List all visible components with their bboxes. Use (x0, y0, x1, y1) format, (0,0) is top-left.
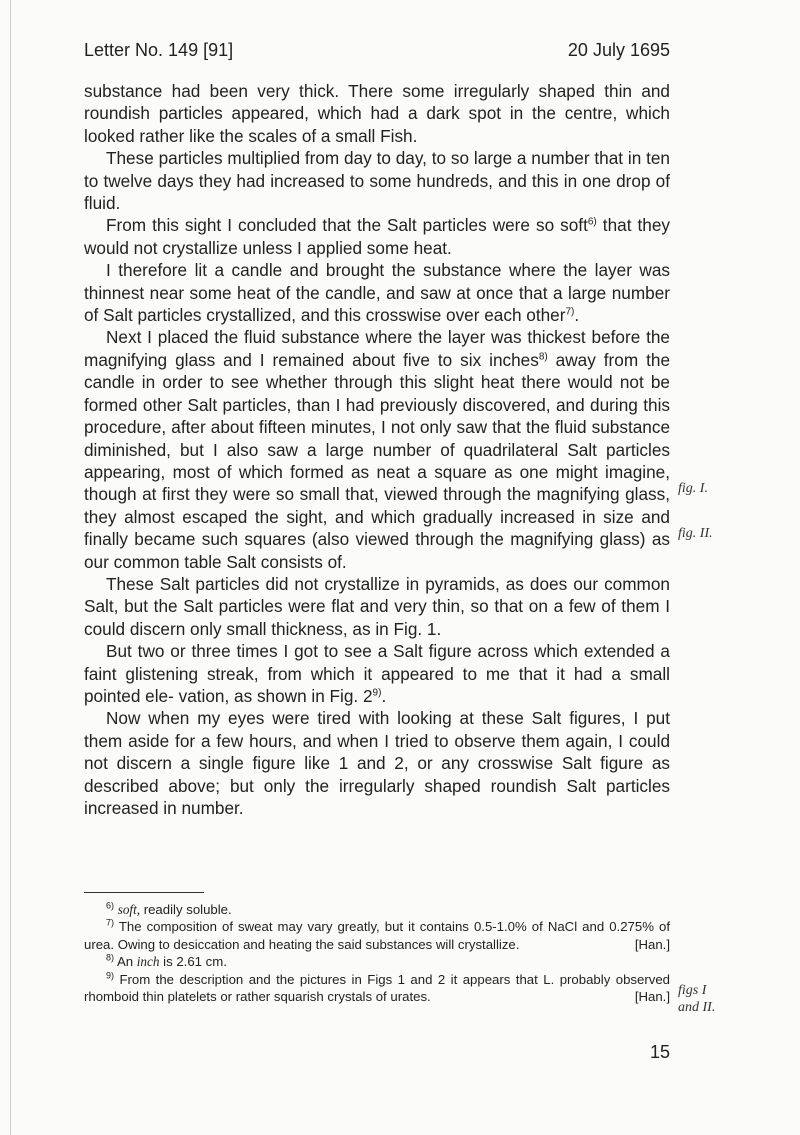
footnote-reference: 6) (587, 216, 597, 228)
paragraph-text: that they would not crystallize unless I applied some heat. (84, 215, 670, 258)
header-date: 20 July 1695 (567, 40, 670, 60)
footnote-7: $^{7)}$ The composition of sweat may vary greatly, but it contains 0.5-1.0% of NaCl and 0.275% of urea. Owing to desiccation and heating the said substances will crystallize. [Han.] (84, 918, 670, 952)
paragraph (84, 214, 670, 259)
page-number: 15 (649, 1042, 670, 1062)
paragraph (84, 707, 670, 819)
footnote-margin-note (678, 982, 715, 1016)
paragraph (84, 640, 670, 707)
running-header (84, 40, 670, 61)
footnote-reference: 8) (538, 351, 548, 363)
paragraph-text: . (574, 305, 580, 326)
paragraph-text: Next I placed the fluid substance where the layer was thickest before the magnifying glass and I remained about five to six inches (84, 327, 670, 370)
paragraph-text: Now when my eyes were tired with looking at these Salt figures, I put them aside for a few hours, and when I tried to observe them again, I could not discern a single figure like 1 and 2, or any crosswise Salt figure as described above; but only the irregularly shaped roundish Salt particles increased in number. (84, 708, 670, 818)
paragraph-text: away from the candle in order to see whether through this slight heat there would not be formed other Salt particles, than I had previously discovered, and during this procedure, after about fifteen minutes, I not only saw that the fluid substance diminished, but I also saw a large number of quadrilateral Salt particles appearing, most of which formed as neat a square as one might imagine, though at first they were so small that, viewed through the magnifying glass, they almost escaped the sight, and which gradually increased in size and finally became such squares (also viewed through the magnifying glass) as our common table Salt consists of. (84, 349, 671, 572)
paragraph (84, 326, 670, 572)
paragraph (84, 147, 670, 214)
margin-note-fig-2: fig. II. (678, 526, 713, 541)
paragraph-text: But two or three times I got to see a Salt figure across which extended a faint glistening streak, from which it appeared to me that it had a small pointed ele- vation, as shown in Fig. 2 (84, 641, 670, 706)
header-letter-number: Letter No. 149 [91] (84, 40, 234, 60)
paragraph-text: These Salt particles did not crystallize in pyramids, as does our common Salt, but the Salt particles were flat and very thin, so that on a few of them I could discern only small thickness, as in Fig. 1. (84, 573, 670, 639)
footnote-margin-line-2: and II. (678, 1000, 716, 1015)
body-text (84, 80, 670, 819)
footnote-rule (84, 892, 204, 893)
margin-note-fig-1: fig. I. (678, 481, 708, 496)
footnote-8: $^{8)}$ An inch is 2.61 cm. (106, 952, 227, 970)
footnote-reference: 7) (565, 306, 575, 318)
paragraph (84, 259, 670, 326)
paragraph-text: From this sight I concluded that the Salt particles were so soft (106, 215, 588, 236)
paragraph-text: . (381, 685, 387, 706)
footnote-6: $^{6)}$ soft, readily soluble. (106, 900, 232, 917)
footnotes (84, 901, 670, 1005)
footnote-margin-line-1: figs I (678, 983, 707, 998)
page-edge (10, 0, 11, 1135)
paragraph-text: These particles multiplied from day to day, to so large a number that in ten to twelve days they had increased to some hundreds, and this in one drop of fluid. (84, 148, 670, 214)
paragraph-text: substance had been very thick. There some irregularly shaped thin and roundish particles appeared, which had a dark spot in the centre, which looked rather like the scales of a small Fish. (84, 81, 670, 146)
paragraph-text: I therefore lit a candle and brought the substance where the layer was thinnest near some heat of the candle, and saw at once that a large number of Salt particles crystallized, and this crosswise over each other (84, 260, 670, 326)
footnote-9: $^{9)}$ From the description and the pictures in Figs 1 and 2 it appears that L. probably observed rhomboid thin platelets or rather squarish crystals of urates. [Han.] (84, 970, 670, 1005)
paragraph (84, 573, 670, 640)
paragraph (84, 80, 670, 147)
footnote-reference: 9) (372, 687, 382, 699)
